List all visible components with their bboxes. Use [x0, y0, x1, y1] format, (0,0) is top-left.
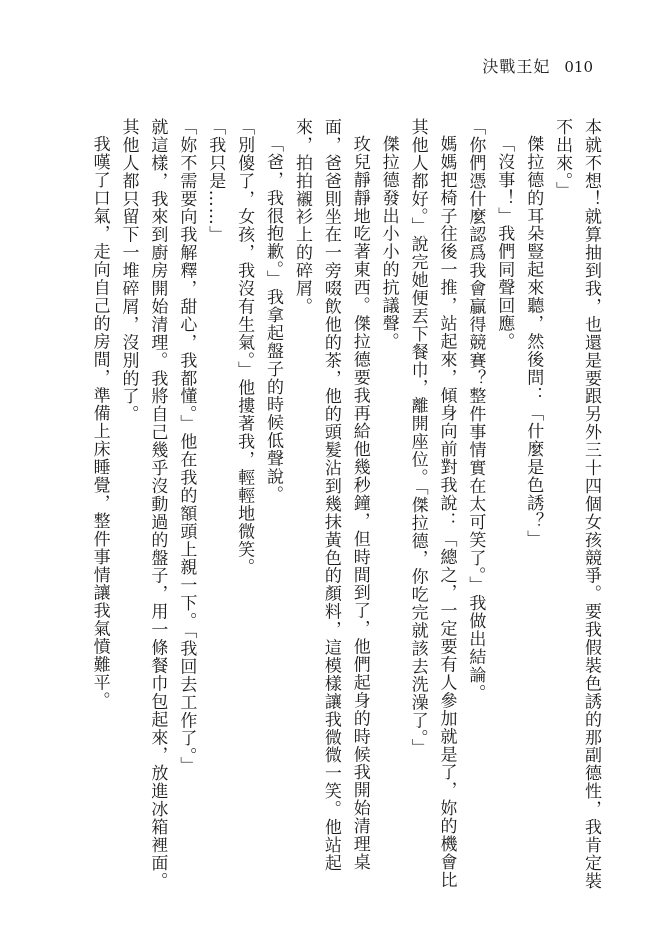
paragraph: 我嘆了口氣，走向自己的房間，準備上床睡覺，整件事情讓我氣憤難平。 — [89, 135, 110, 710]
paragraph: 媽媽把椅子往後一推，站起來，傾身向前對我說：「總之，一定要有人參加就是了，妳的機會比其他人都好。」說完她便丟下餐巾，離開座位。「傑拉德，你吃完就該去洗澡了。」 — [407, 118, 457, 889]
paragraph: 傑拉德的耳朵豎起來聽，然後問：「什麼是色誘？」 — [523, 135, 544, 548]
paragraph: 「爸，我很抱歉。」我拿起盤子的時候低聲說。 — [263, 135, 284, 504]
paragraph: 「沒事！」我們同聲回應。 — [494, 135, 515, 351]
paragraph: 本就不想！就算抽到我，也還是要跟另外三十四個女孩競爭。要我假裝色誘的那副德性，我肯定裝不出來。」 — [552, 118, 601, 890]
paragraph: 「你們憑什麼認爲我會贏得競賽？整件事情實在太可笑了。」我做出結論。 — [465, 118, 486, 702]
paragraph: 就這樣，我來到廚房開始清理。我將自己幾乎沒動過的盤子，用一條餐巾包起來，放進冰箱裡面。其他人都只留下一堆碎屑，沒別的了。 — [118, 118, 168, 890]
paragraph: 「我只是……」 — [205, 118, 226, 244]
running-header — [482, 54, 593, 78]
page-number: 010 — [564, 58, 593, 76]
paragraph: 傑拉德發出小小的抗議聲。 — [378, 135, 399, 351]
paragraph: 「別傻了，女孩，我沒有生氣。」他摟著我，輕輕地微笑。 — [234, 118, 255, 577]
book-title: 決戰王妃 — [482, 57, 551, 76]
body-text — [45, 118, 605, 894]
paragraph: 玫兒靜靜地吃著東西。傑拉德要我再給他幾秒鐘，但時間到了，他們起身的時候我開始清理桌面，爸爸則坐在一旁啜飲他的茶，他的頭髮沾到幾抹黃色的顏料，這模樣讓我微微一笑。他站起來，拍拍襯衫上的碎屑。 — [291, 118, 370, 872]
paragraph: 「妳不需要向我解釋，甜心，我都懂。」他在我的額頭上親一下。「我回去工作了。」 — [176, 118, 197, 775]
